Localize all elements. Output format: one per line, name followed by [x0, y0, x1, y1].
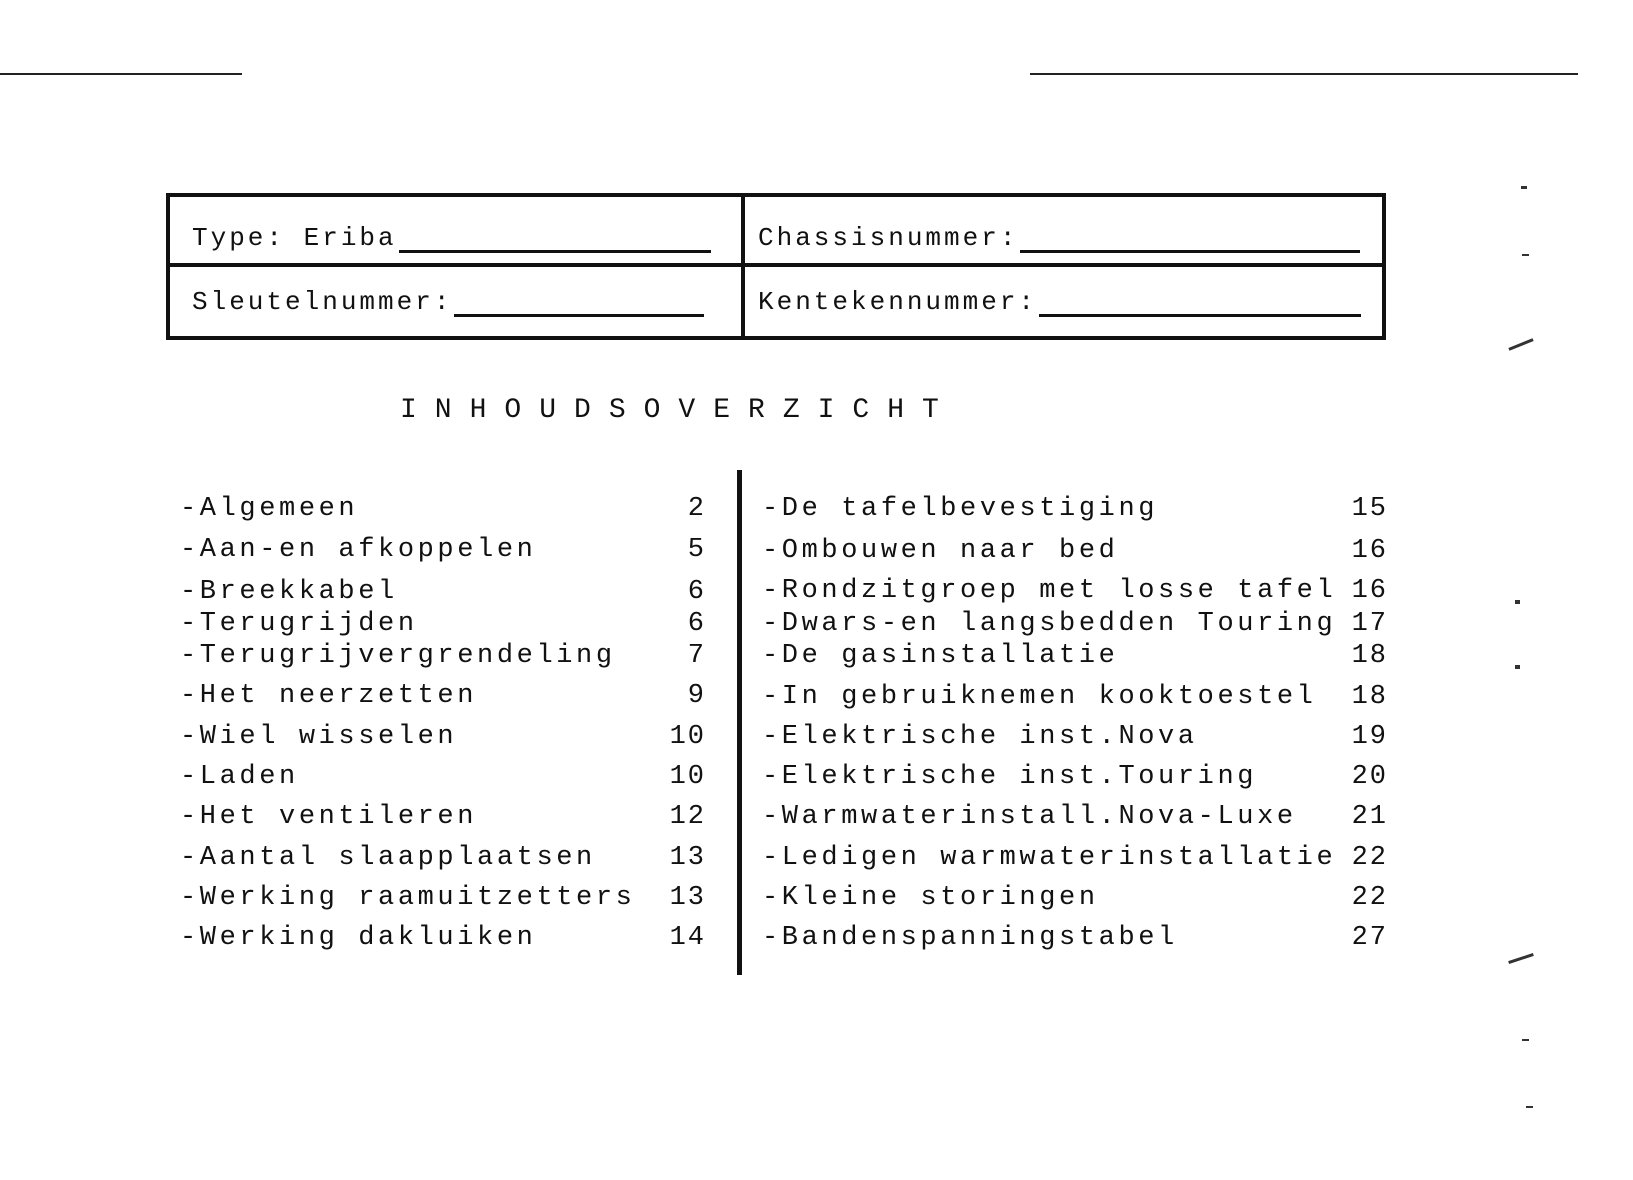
toc-entry-page-number: 21 — [1351, 802, 1388, 832]
toc-entry-label: -Kleine storingen — [762, 883, 1099, 913]
scan-mark — [1526, 1106, 1533, 1108]
toc-entry-page-number: 2 — [687, 494, 706, 524]
toc-entry-page-number: 13 — [669, 883, 706, 913]
toc-entry-label: -Warmwaterinstall.Nova-Luxe — [762, 802, 1297, 832]
key-number-label: Sleutelnummer: — [192, 287, 453, 317]
toc-entry-label: -In gebruiknemen kooktoestel — [762, 682, 1317, 712]
toc-entry-label: -Breekkabel — [180, 577, 398, 607]
toc-column-divider — [737, 470, 742, 975]
vehicle-info-box — [166, 193, 1386, 340]
toc-entry-label: -Aantal slaapplaatsen — [180, 843, 596, 873]
chassis-number-label: Chassisnummer: — [758, 223, 1019, 253]
toc-entry-page-number: 5 — [687, 535, 706, 565]
toc-entry-label: -Ledigen warmwaterinstallatie — [762, 843, 1337, 873]
toc-entry-page-number: 6 — [687, 577, 706, 607]
toc-entry-page-number: 22 — [1351, 883, 1388, 913]
scan-mark — [1522, 254, 1529, 256]
toc-entry-page-number: 20 — [1351, 762, 1388, 792]
top-rule-right — [1030, 73, 1578, 75]
toc-entry-label: -Elektrische inst.Nova — [762, 722, 1198, 752]
key-number-blank-line — [454, 292, 704, 317]
toc-entry-label: -Werking raamuitzetters — [180, 883, 636, 913]
key-number-field — [192, 287, 704, 317]
toc-entry-label: -Laden — [180, 762, 299, 792]
chassis-number-field — [758, 223, 1360, 253]
scan-mark — [1522, 1039, 1529, 1041]
top-rule-left — [0, 73, 242, 75]
toc-entry-page-number: 16 — [1351, 576, 1388, 606]
toc-entry-page-number: 13 — [669, 843, 706, 873]
info-box-horizontal-divider — [170, 263, 1382, 267]
scan-mark — [1515, 600, 1520, 604]
toc-entry-label: -De gasinstallatie — [762, 641, 1119, 671]
toc-entry-page-number: 12 — [669, 802, 706, 832]
toc-entry-label: -Elektrische inst.Touring — [762, 762, 1258, 792]
license-number-field — [758, 287, 1361, 317]
toc-entry-page-number: 14 — [669, 923, 706, 953]
toc-entry-page-number: 18 — [1351, 641, 1388, 671]
toc-entry-label: -Terugrijden — [180, 609, 418, 639]
type-blank-line — [399, 228, 711, 253]
toc-entry-label: -Aan-en afkoppelen — [180, 535, 537, 565]
toc-entry-page-number: 18 — [1351, 682, 1388, 712]
toc-entry-page-number: 27 — [1351, 923, 1388, 953]
toc-entry-label: -Ombouwen naar bed — [762, 536, 1119, 566]
type-label: Type: Eriba — [192, 223, 397, 253]
scan-mark — [1508, 953, 1534, 964]
type-field — [192, 223, 711, 253]
toc-entry-page-number: 17 — [1351, 609, 1388, 639]
toc-entry-label: -Terugrijvergrendeling — [180, 641, 616, 671]
toc-entry-label: -Werking dakluiken — [180, 923, 537, 953]
toc-entry-label: -Wiel wisselen — [180, 722, 458, 752]
toc-entry-page-number: 10 — [669, 722, 706, 752]
toc-entry-label: -Algemeen — [180, 494, 359, 524]
toc-entry-page-number: 9 — [687, 681, 706, 711]
scan-mark — [1508, 338, 1533, 351]
toc-title: INHOUDSOVERZICHT — [400, 395, 957, 426]
toc-entry-page-number: 10 — [669, 762, 706, 792]
toc-entry-label: -Rondzitgroep met losse tafel — [762, 576, 1337, 606]
toc-entry-label: -Het ventileren — [180, 802, 478, 832]
toc-entry-page-number: 6 — [687, 609, 706, 639]
scan-mark — [1521, 186, 1527, 189]
toc-entry-label: -Het neerzetten — [180, 681, 478, 711]
chassis-number-blank-line — [1020, 228, 1360, 253]
toc-entry-label: -Dwars-en langsbedden Touring — [762, 609, 1337, 639]
toc-entry-page-number: 16 — [1351, 536, 1388, 566]
toc-entry-page-number: 22 — [1351, 843, 1388, 873]
toc-entry-page-number: 15 — [1351, 494, 1388, 524]
toc-entry-label: -De tafelbevestiging — [762, 494, 1159, 524]
license-number-label: Kentekennummer: — [758, 287, 1038, 317]
toc-entry-label: -Bandenspanningstabel — [762, 923, 1178, 953]
toc-entry-page-number: 19 — [1351, 722, 1388, 752]
toc-entry-page-number: 7 — [687, 641, 706, 671]
scan-mark — [1515, 665, 1520, 669]
license-number-blank-line — [1039, 292, 1361, 317]
